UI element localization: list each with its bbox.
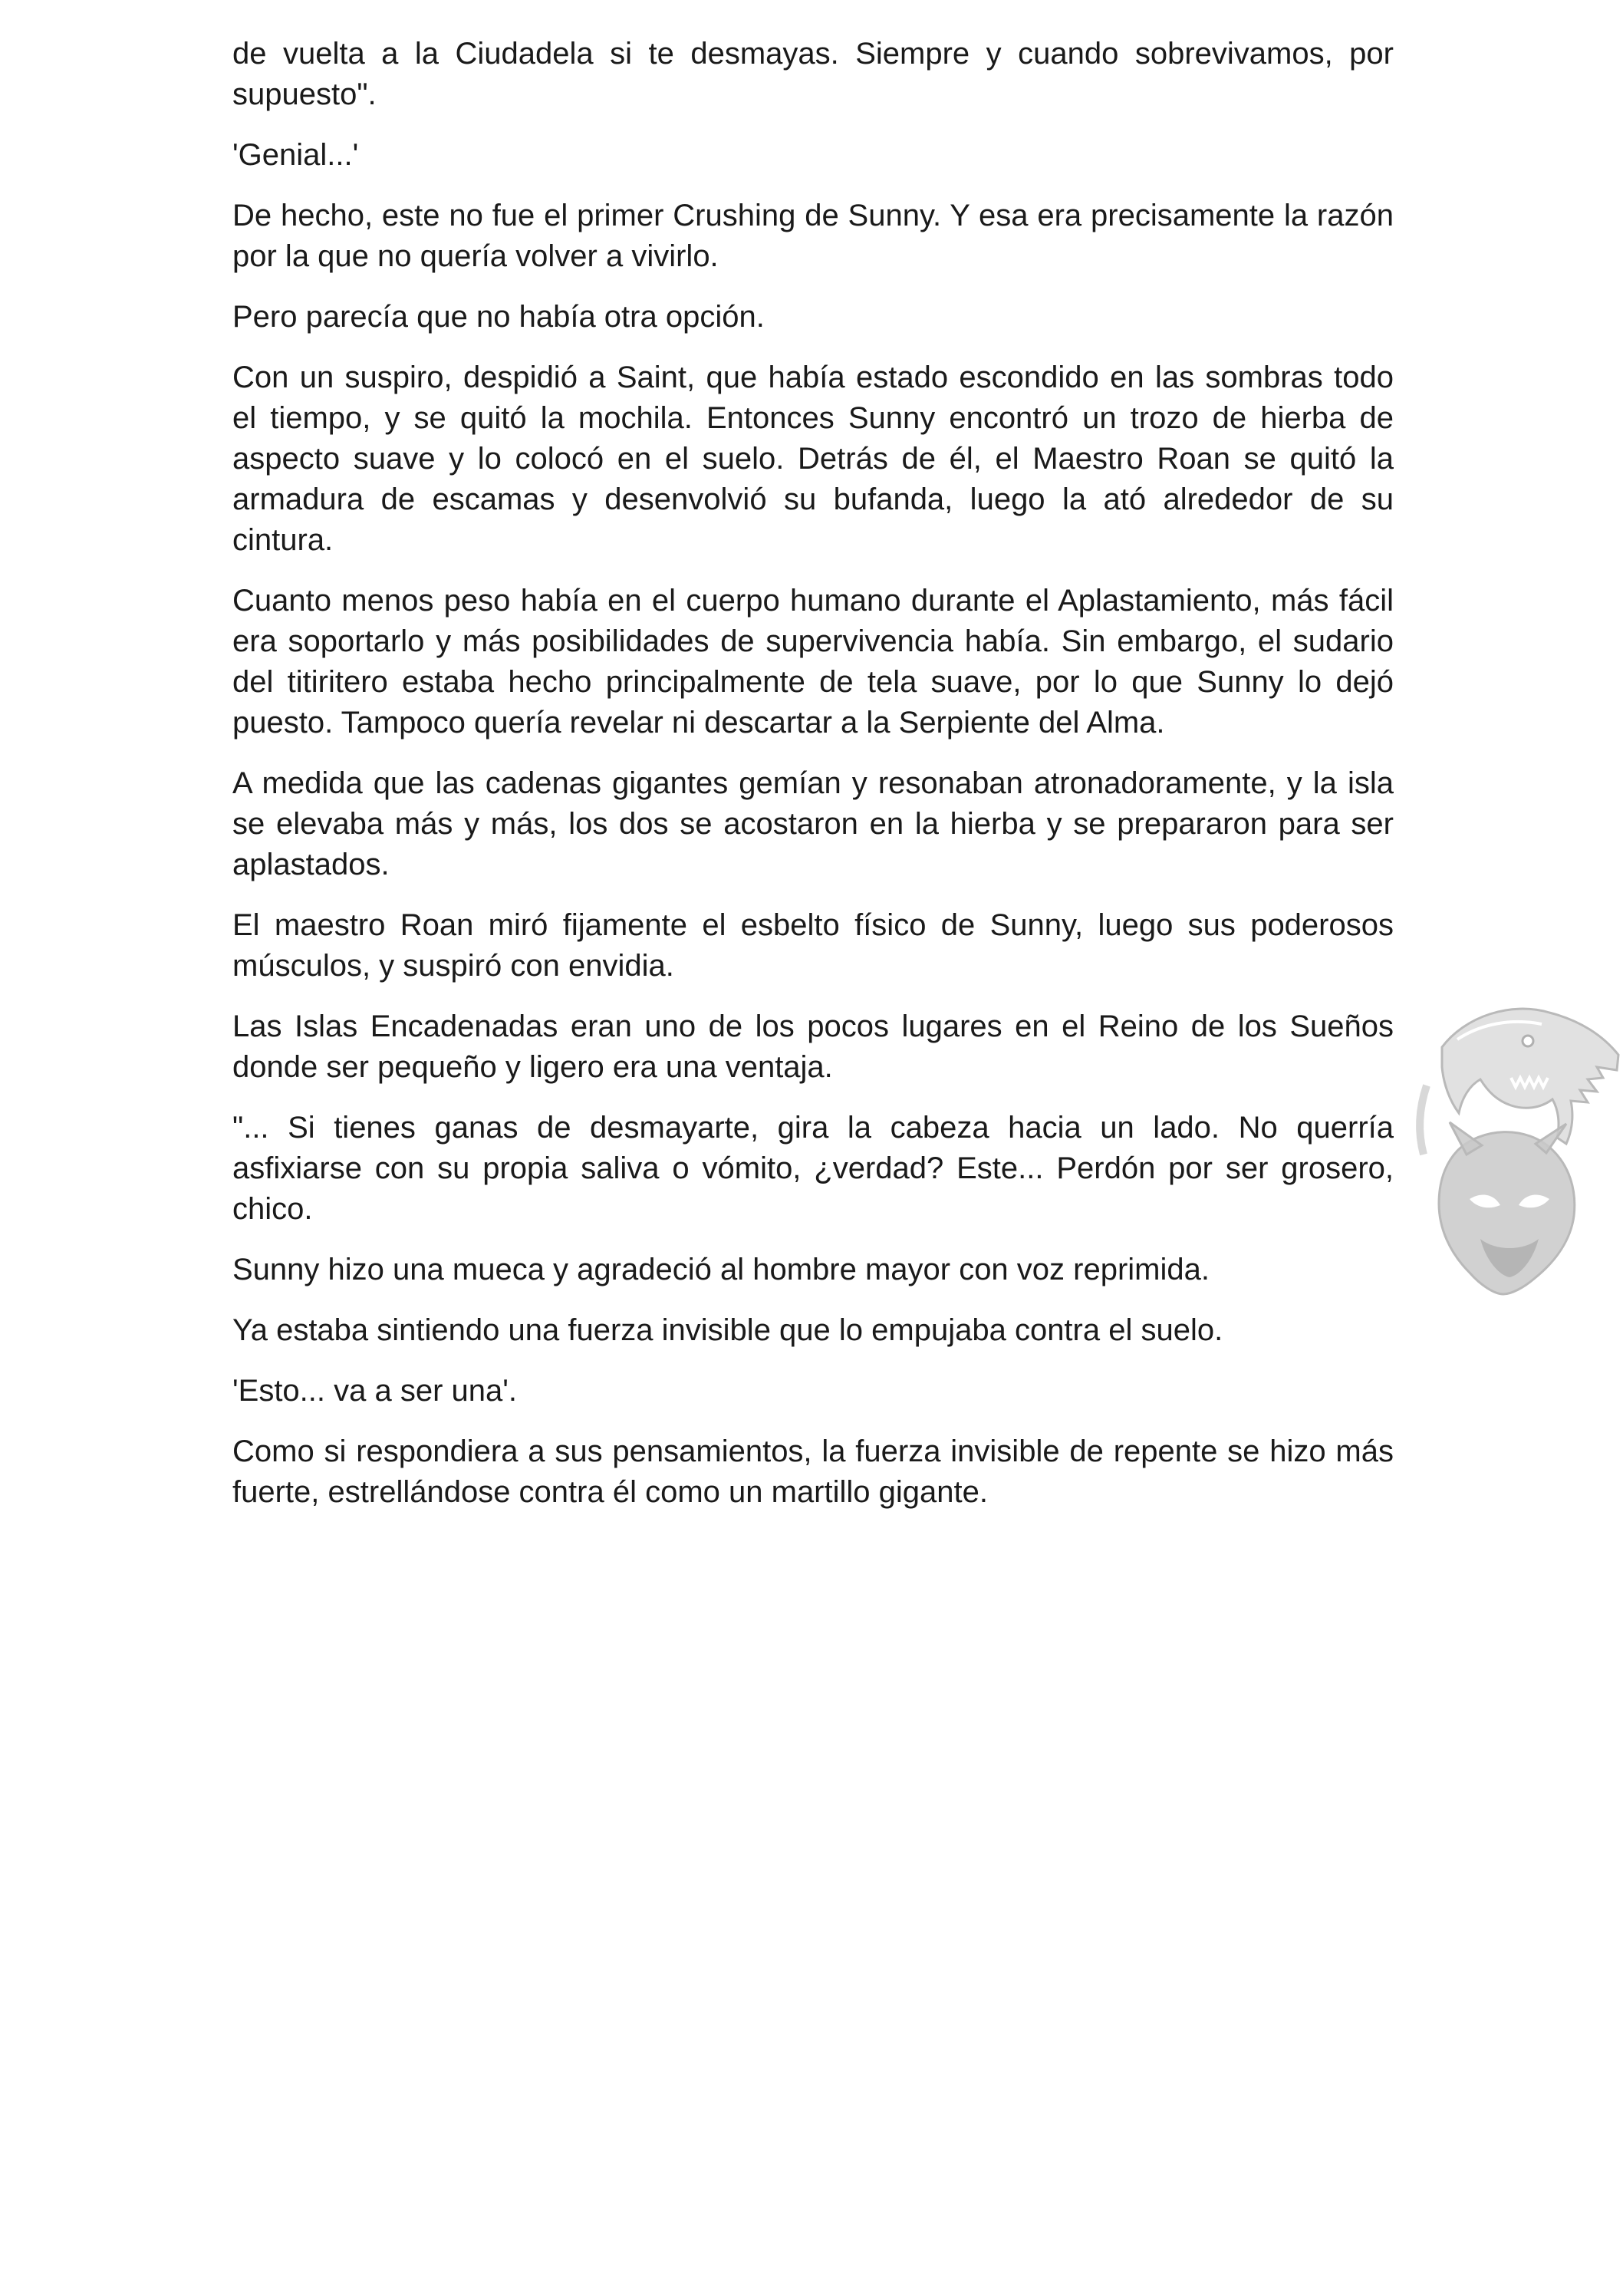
watermark-logo-icon: [1396, 993, 1623, 1296]
paragraph: De hecho, este no fue el primer Crushing de Sunny. Y esa era precisamente la razón por la que no quería volver a vivirlo.: [232, 199, 1394, 273]
text-column: [232, 34, 1394, 1533]
paragraph: Las Islas Encadenadas eran uno de los pocos lugares en el Reino de los Sueños donde ser pequeño y ligero era una ventaja.: [232, 1010, 1394, 1084]
paragraph: A medida que las cadenas gigantes gemían y resonaban atronadoramente, y la isla se elevaba más y más, los dos se acostaron en la hierba y se prepararon para ser aplastados.: [232, 766, 1394, 881]
paragraph: "... Si tienes ganas de desmayarte, gira la cabeza hacia un lado. No querría asfixiarse con su propia saliva o vómito, ¿verdad? Este... Perdón por ser grosero, chico.: [232, 1111, 1394, 1226]
paragraph: Cuanto menos peso había en el cuerpo humano durante el Aplastamiento, más fácil era soportarlo y más posibilidades de supervivencia había. Sin embargo, el sudario del titiritero estaba hecho principalmente de tela suave, por lo que Sunny lo dejó puesto. Tampoco quería revelar ni descartar a la Serpiente del Alma.: [232, 584, 1394, 740]
paragraph: Pero parecía que no había otra opción.: [232, 300, 765, 334]
paragraph: Sunny hizo una mueca y agradeció al hombre mayor con voz reprimida.: [232, 1253, 1210, 1286]
paragraph: 'Genial...': [232, 138, 359, 172]
paragraph: Ya estaba sintiendo una fuerza invisible que lo empujaba contra el suelo.: [232, 1313, 1223, 1347]
paragraph: Con un suspiro, despidió a Saint, que había estado escondido en las sombras todo el tiempo, y se quitó la mochila. Entonces Sunny encontró un trozo de hierba de aspecto suave y lo colocó en el suelo. Detrás de él, el Maestro Roan se quitó la armadura de escamas y desenvolvió su bufanda, luego la ató alrededor de su cintura.: [232, 361, 1394, 557]
paragraph: El maestro Roan miró fijamente el esbelto físico de Sunny, luego sus poderosos músculos, y suspiró con envidia.: [232, 908, 1394, 983]
paragraph: 'Esto... va a ser una'.: [232, 1374, 518, 1408]
paragraph: Como si respondiera a sus pensamientos, la fuerza invisible de repente se hizo más fuerte, estrellándose contra él como un martillo gigante.: [232, 1435, 1394, 1509]
paragraph: de vuelta a la Ciudadela si te desmayas. Siempre y cuando sobrevivamos, por supuesto".: [232, 37, 1394, 111]
